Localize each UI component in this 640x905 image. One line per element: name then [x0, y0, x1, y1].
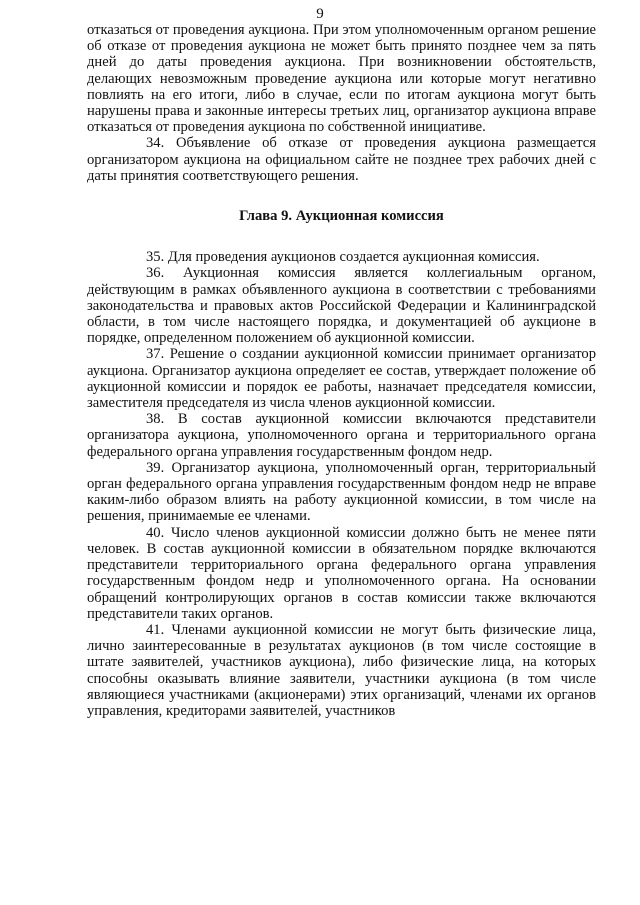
page-number: 9 — [316, 6, 324, 22]
paragraph-35: 35. Для проведения аукционов создается аукционная комиссия. — [146, 249, 540, 266]
paragraph-39: 39. Организатор аукциона, уполномоченный орган, территориальный орган федерального органа управления государственным фондом недр не вправе каким-либо образом влиять на работу аукционной комиссии, в том числе на решения, принимаемые ее членами. — [87, 459, 596, 525]
paragraph-34: 34. Объявление об отказе от проведения аукциона размещается организатором аукциона на официальном сайте не позднее трех рабочих дней с даты принятия соответствующего решения. — [87, 135, 596, 184]
paragraph-40: 40. Число членов аукционной комиссии должно быть не менее пяти человек. В состав аукционной комиссии в обязательном порядке включаются представители территориального органа федерального органа управления государственным фондом недр и уполномоченного органа. На основании обращений контролирующих органов в состав комиссии также включаются представители таких органов. — [87, 524, 596, 622]
paragraph-36: 36. Аукционная комиссия является коллегиальным органом, действующим в рамках объявленного аукциона в соответствии с требованиями законодательства и правовых актов Российской Федерации и Калининградской области, в том числе настоящего порядка, и документацией об аукционе в порядке, определенном положением об аукционной комиссии. — [87, 265, 596, 347]
paragraph-38: 38. В состав аукционной комиссии включаются представители организатора аукциона, уполномоченного органа и территориального органа федерального органа управления государственным фондом недр. — [87, 411, 596, 460]
paragraph-33-continuation: отказаться от проведения аукциона. При этом уполномоченным органом решение об отказе от проведения аукциона не может быть принято позднее чем за пять дней до даты проведения аукциона. При возникновении обстоятельств, делающих невозможным проведение аукциона или которые могут негативно повлиять на его итоги, либо в случае, если по итогам аукциона могут быть нарушены права и законные интересы третьих лиц, организатор аукциона вправе отказаться от проведения аукциона по собственной инициативе. — [87, 22, 596, 136]
document-body — [87, 22, 596, 719]
paragraph-41: 41. Членами аукционной комиссии не могут быть физические лица, лично заинтересованные в результатах аукционов (в том числе состоящие в штате заявителей, участников аукциона), либо физические лица, на которых способны оказывать влияние заявители, участники аукциона (в том числе являющиеся участниками (акционерами) этих организаций, членами их органов управления, кредиторами заявителей, участников — [87, 621, 596, 719]
paragraph-37: 37. Решение о создании аукционной комиссии принимает организатор аукциона. Организатор аукциона определяет ее состав, утверждает положение об аукционной комиссии и порядок ее работы, назначает председателя комиссии, заместителя председателя из числа членов аукционной комиссии. — [87, 346, 596, 412]
chapter-heading: Глава 9. Аукционная комиссия — [239, 208, 444, 225]
